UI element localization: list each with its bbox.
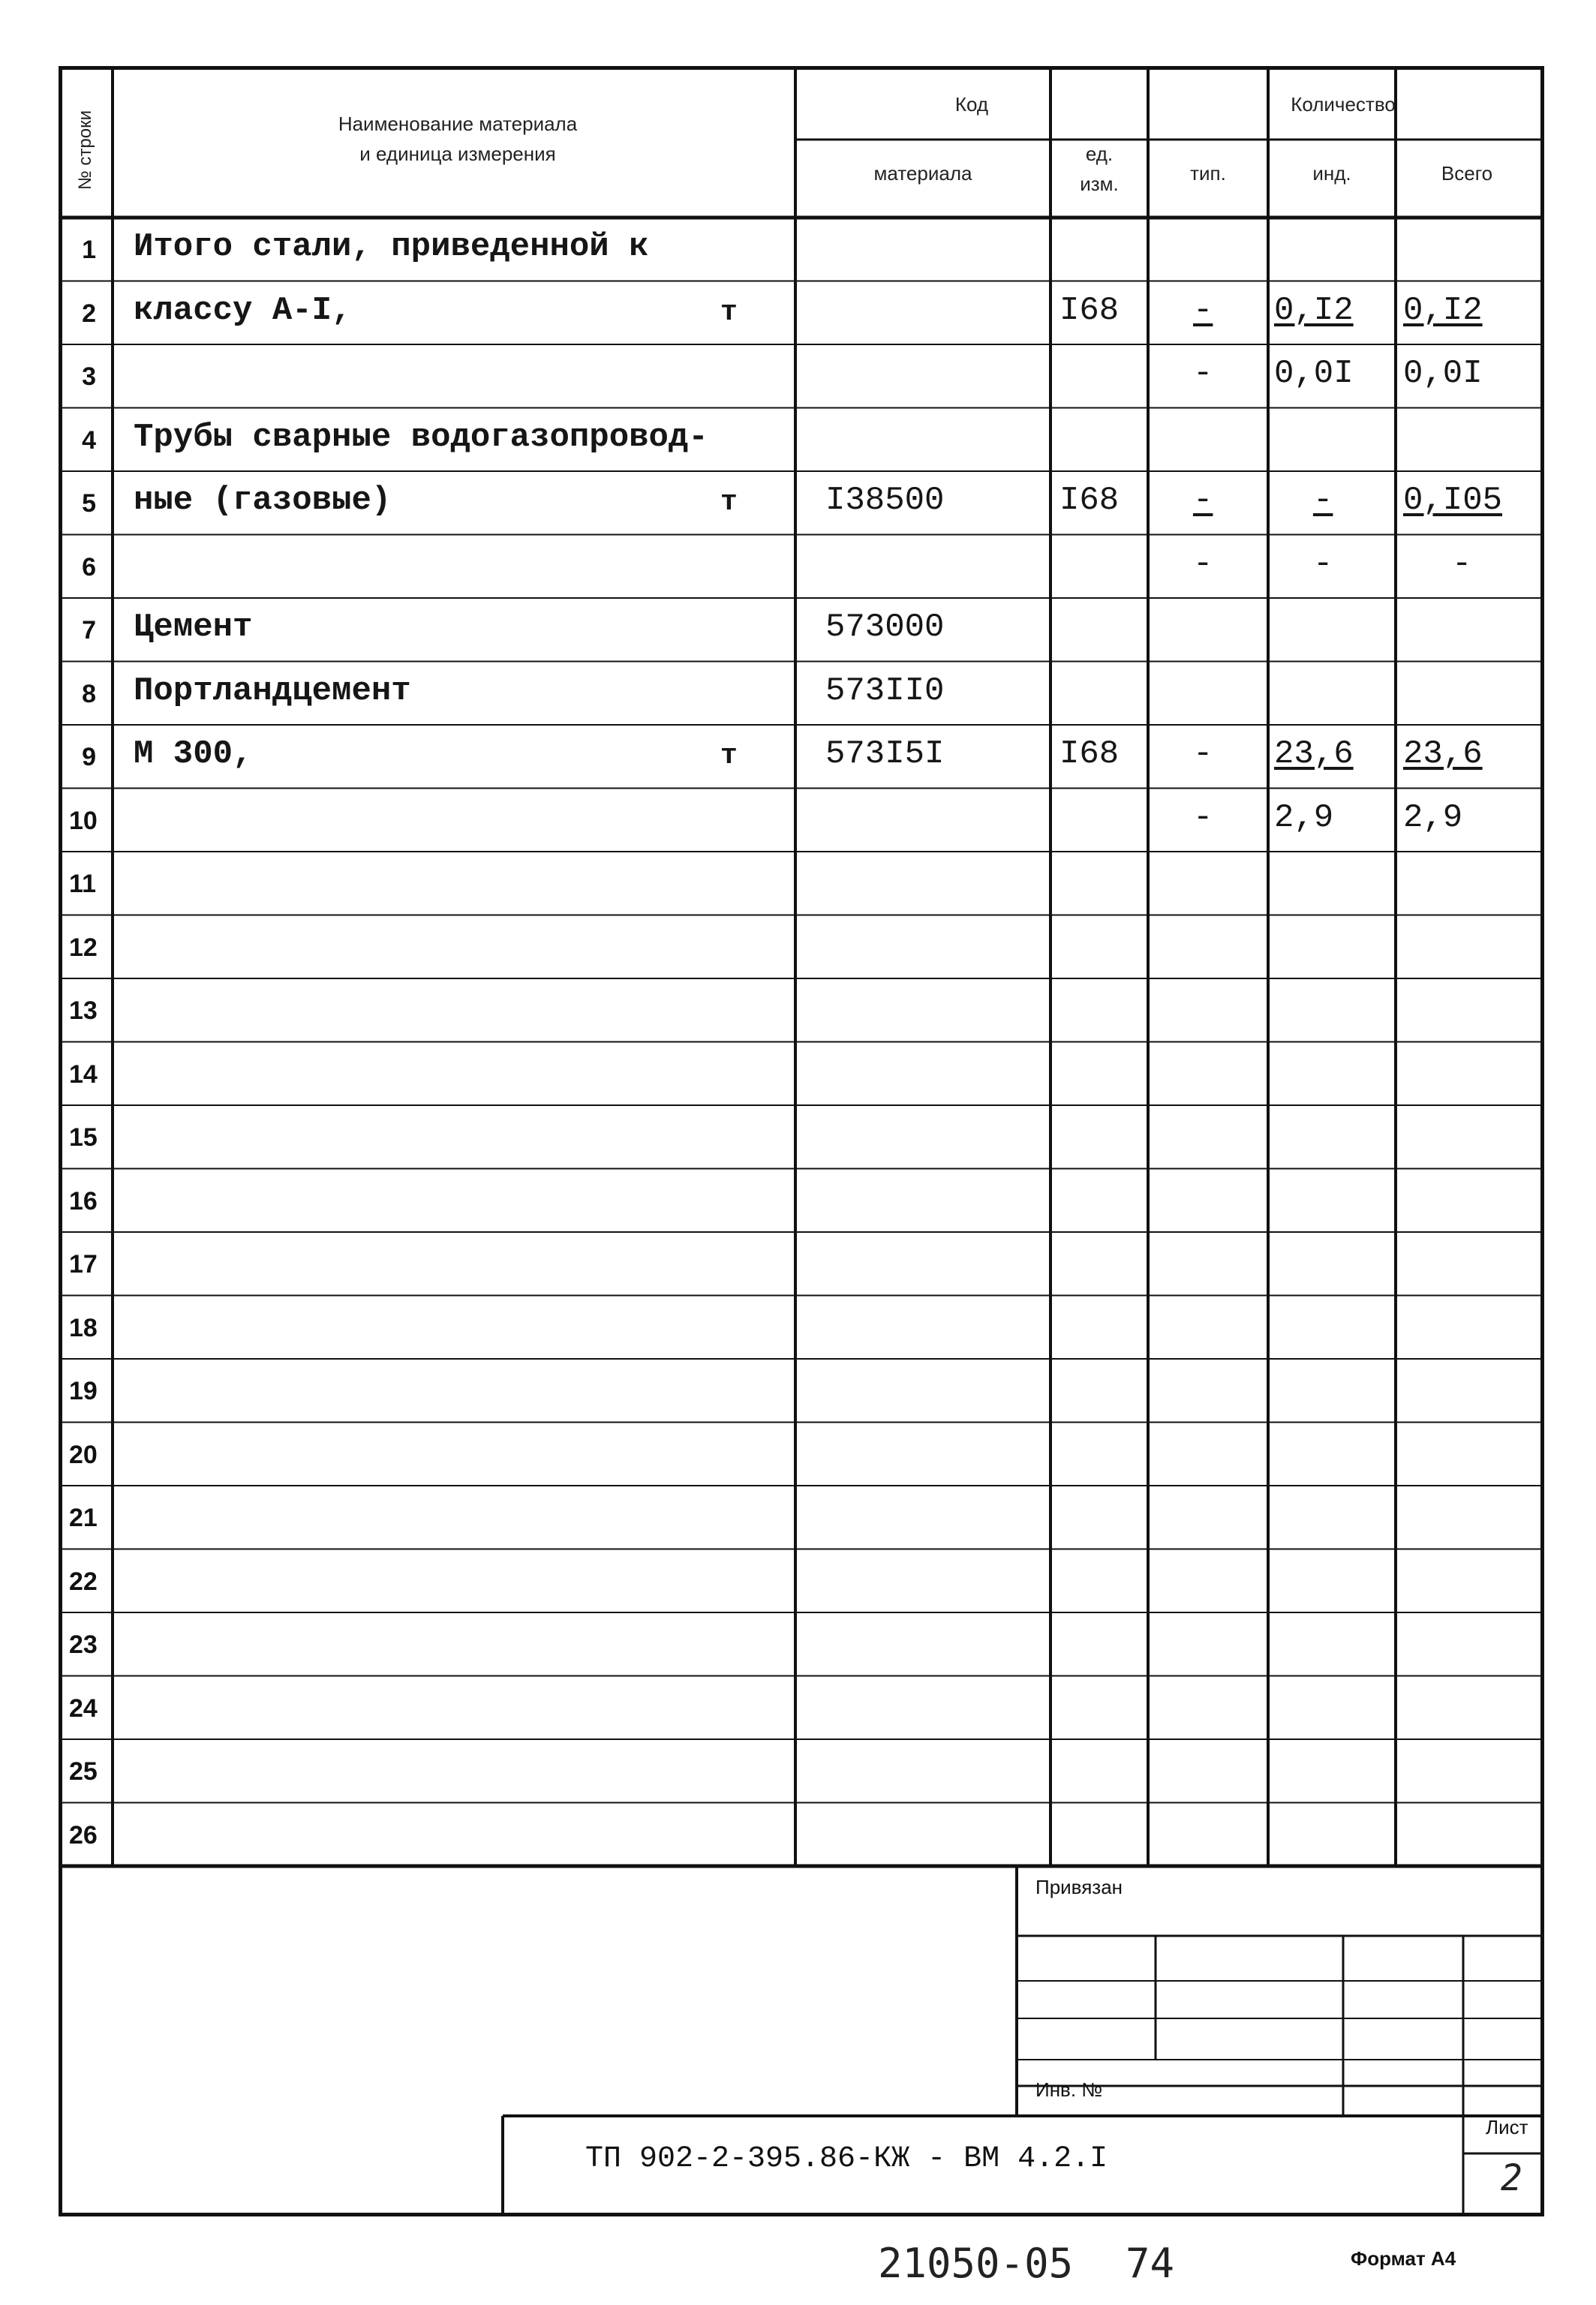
row-number: 1 <box>82 236 96 264</box>
qty-total: 2,9 <box>1403 798 1463 837</box>
material-name: Цемент <box>134 609 253 646</box>
page-number: 74 <box>1126 2240 1175 2287</box>
row-number: 26 <box>69 1820 98 1850</box>
qty-typ: - <box>1193 355 1213 392</box>
qty-typ: - <box>1193 735 1213 773</box>
header-qty-total: Всего <box>1441 162 1493 185</box>
material-name: Портландцемент <box>134 672 411 710</box>
row-number: 8 <box>82 679 96 708</box>
archive-number: 21050-05 <box>878 2240 1074 2287</box>
material-code: 573I5I <box>825 735 945 773</box>
header-unit-line2: изм. <box>1080 173 1119 195</box>
header-qty-typ: тип. <box>1190 162 1226 185</box>
stamp-privyazan-label: Привязан <box>1035 1876 1123 1898</box>
stamp-inv-no-label: Инв. № <box>1035 2078 1103 2101</box>
row-number: 4 <box>82 425 96 455</box>
row-number: 16 <box>69 1186 98 1216</box>
header-code-group: Код <box>954 93 989 116</box>
row-number: 22 <box>69 1567 98 1596</box>
row-number: 13 <box>69 996 98 1025</box>
material-name: Итого стали, приведенной к <box>134 228 649 266</box>
unit-letter: т <box>720 740 738 772</box>
row-number: 2 <box>82 299 96 328</box>
qty-ind: - <box>1313 545 1333 583</box>
row-number: 25 <box>69 1757 98 1786</box>
row-number: 23 <box>69 1630 98 1659</box>
row-number: 21 <box>69 1504 98 1532</box>
row-number: 6 <box>82 552 96 582</box>
material-code: I38500 <box>825 482 945 519</box>
unit-letter: т <box>720 296 738 329</box>
header-name-line2: и единица измерения <box>359 143 556 165</box>
unit-code: I68 <box>1059 735 1120 773</box>
qty-total: - <box>1452 545 1472 583</box>
material-code: 573000 <box>825 609 945 646</box>
row-number: 14 <box>69 1059 98 1089</box>
row-number: 15 <box>69 1123 98 1152</box>
header-code-material: материала <box>873 162 972 185</box>
qty-typ: - <box>1193 482 1213 519</box>
material-name: ные (газовые) <box>134 482 392 519</box>
unit-code: I68 <box>1059 482 1120 519</box>
row-number: 7 <box>82 616 96 645</box>
qty-total: 0,0I <box>1403 355 1483 392</box>
sheet-number: 2 <box>1501 2157 1522 2199</box>
document-code: ТП 902-2-395.86-КЖ - ВМ 4.2.I <box>585 2142 1108 2176</box>
qty-typ: - <box>1193 545 1213 583</box>
material-name: Трубы сварные водогазопровод- <box>134 418 708 456</box>
material-name: М 300, <box>134 735 253 773</box>
header-qty-ind: инд. <box>1312 162 1351 185</box>
row-number: 10 <box>69 806 98 835</box>
qty-total: 0,I05 <box>1403 482 1503 519</box>
qty-ind: 23,6 <box>1274 735 1354 773</box>
row-number: 24 <box>69 1693 98 1723</box>
header-quantity-group: Количество <box>1291 93 1396 116</box>
row-number: 3 <box>82 362 96 391</box>
row-number: 18 <box>69 1313 98 1342</box>
row-number: 12 <box>69 933 98 962</box>
header-unit-line1: ед. <box>1085 143 1114 165</box>
sheet-label: Лист <box>1486 2116 1528 2138</box>
qty-typ: - <box>1193 798 1213 837</box>
format-label: Формат А4 <box>1351 2247 1456 2270</box>
qty-ind: 0,I2 <box>1274 291 1354 329</box>
row-number: 5 <box>82 489 96 518</box>
qty-total: 0,I2 <box>1403 291 1483 329</box>
row-number: 9 <box>82 743 96 771</box>
row-number: 19 <box>69 1377 98 1405</box>
row-number: 11 <box>69 870 96 898</box>
material-code: 573II0 <box>825 672 945 710</box>
unit-code: I68 <box>1059 291 1120 329</box>
row-number: 17 <box>69 1250 98 1279</box>
qty-ind: 2,9 <box>1274 798 1334 837</box>
qty-ind: 0,0I <box>1274 355 1354 392</box>
qty-total: 23,6 <box>1403 735 1483 773</box>
header-row-number: № строки <box>75 110 95 191</box>
material-name: классу А-I, <box>134 291 352 329</box>
header-name-line1: Наименование материала <box>338 113 578 135</box>
qty-typ: - <box>1193 291 1213 329</box>
qty-ind: - <box>1313 482 1333 519</box>
unit-letter: т <box>720 486 738 518</box>
row-number: 20 <box>69 1440 98 1469</box>
